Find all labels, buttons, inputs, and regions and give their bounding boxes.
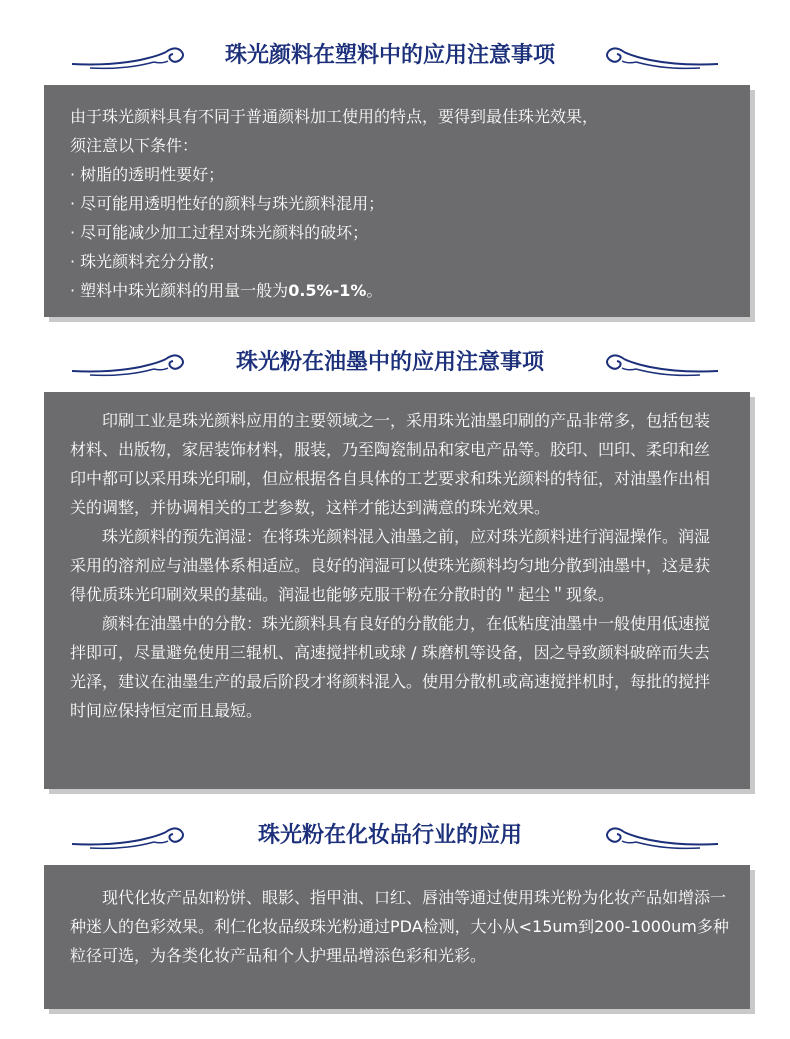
flourish-right-icon — [600, 42, 720, 70]
bullet-item: · 珠光颜料充分分散； — [70, 252, 225, 271]
flourish-left-icon — [70, 349, 190, 377]
flourish-left-icon — [70, 42, 190, 70]
bullet-text: 。 — [366, 281, 383, 300]
flourish-right-icon — [600, 822, 720, 850]
section-header-ink — [0, 345, 790, 381]
paragraph: 印刷工业是珠光颜料应用的主要领域之一，采用珠光油墨印刷的产品非常多，包括包装材料、出版物，家居装饰材料，服装，乃至陶瓷制品和家电产品等。胶印、凹印、柔印和丝印中都可以采用珠光印刷，但应根据各自具体的工艺要求和珠光颜料的特征，对油墨作出相关的调整，并协调相关的工艺参数，这样才能达到满意的珠光效果。 — [70, 411, 711, 517]
bullet-item-dosage — [70, 276, 726, 305]
bullet-item: · 树脂的透明性要好； — [70, 165, 225, 184]
dosage-value: 0.5%-1% — [288, 281, 367, 300]
section-title: 珠光粉在化妆品行业的应用 — [257, 823, 522, 848]
ink-notes-panel — [44, 392, 750, 789]
section-title: 珠光粉在油墨中的应用注意事项 — [235, 350, 544, 375]
section-header-plastics — [0, 38, 790, 74]
flourish-right-icon — [600, 349, 720, 377]
bullet-text: · 塑料中珠光颜料的用量一般为 — [70, 281, 289, 300]
paragraph: 珠光颜料的预先润湿：在将珠光颜料混入油墨之前，应对珠光颜料进行润湿操作。润湿采用的溶剂应与油墨体系相适应。良好的润湿可以使珠光颜料均匀地分散到油墨中，这是获得优质珠光印刷效果的基础。润湿也能够克服干粉在分散时的＂起尘＂现象。 — [70, 527, 711, 604]
intro-line: 须注意以下条件： — [70, 136, 199, 155]
intro-line: 由于珠光颜料具有不同于普通颜料加工使用的特点，要得到最佳珠光效果， — [70, 107, 599, 126]
paragraph: 颜料在油墨中的分散：珠光颜料具有良好的分散能力，在低粘度油墨中一般使用低速搅拌即可，尽量避免使用三辊机、高速搅拌机或球 / 珠磨机等设备，因之导致颜料破碎而失去光泽，建议在油墨生产的最后阶段才将颜料混入。使用分散机或高速搅拌机时，每批的搅拌时间应保持恒定而且最短。 — [70, 614, 711, 720]
flourish-left-icon — [70, 822, 190, 850]
paragraph: 现代化妆产品如粉饼、眼影、指甲油、口红、唇油等通过使用珠光粉为化妆产品如增添一种迷人的色彩效果。利仁化妆品级珠光粉通过PDA检测，大小从<15um到200-1000um多种粒径可选，为各类化妆产品和个人护理品增添色彩和光彩。 — [70, 888, 729, 965]
cosmetics-notes-panel — [44, 865, 750, 1009]
section-header-cosmetics — [0, 818, 790, 854]
bullet-item: · 尽可能用透明性好的颜料与珠光颜料混用； — [70, 194, 385, 213]
plastics-notes-panel — [44, 85, 750, 317]
bullet-item: · 尽可能减少加工过程对珠光颜料的破坏； — [70, 223, 369, 242]
section-title: 珠光颜料在塑料中的应用注意事项 — [224, 43, 555, 68]
